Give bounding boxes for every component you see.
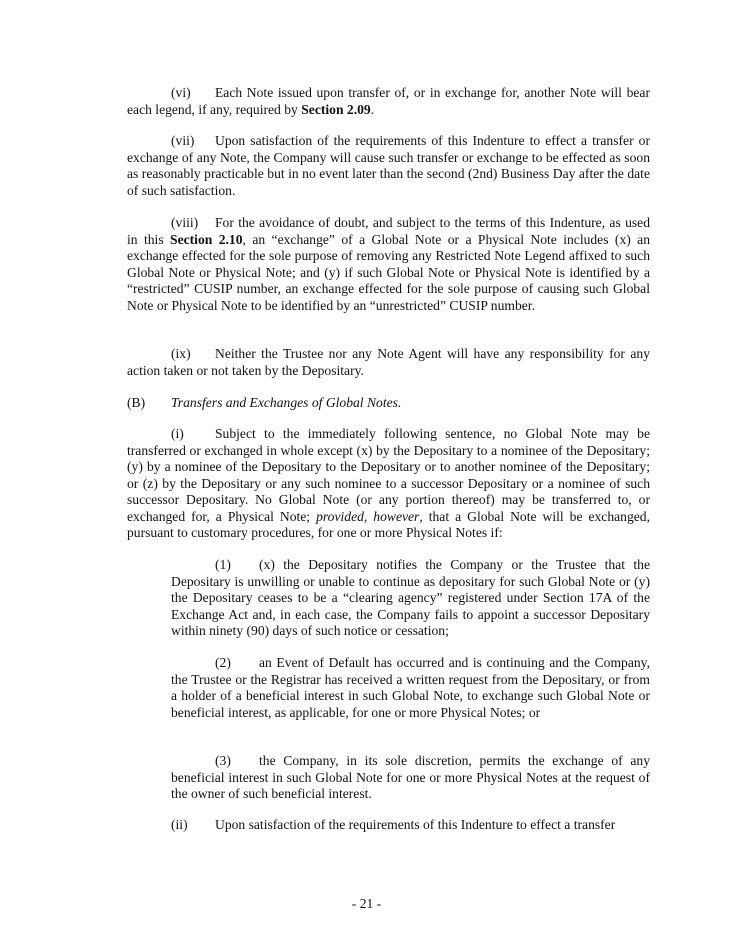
list-marker: (i): [171, 426, 184, 441]
paragraph-text: , an “exchange” of a Global Note or a Physical Note includes (x) an exchange effected for the sole purpose of removing any Restricted Note Legend affixed to such Global Note or Physical Note; and (y) if such Global Note or Physical Note is identified by a “restricted” CUSIP number, an exchange effected for the sole purpose of causing such Global Note or Physical Note to be identified by an “unrestricted” CUSIP number.: [127, 231, 650, 313]
paragraph-ix: [127, 346, 650, 379]
list-marker: (vi): [171, 85, 191, 100]
list-marker: (B): [127, 395, 146, 410]
list-marker: (ii): [171, 817, 188, 832]
list-marker: (2): [215, 655, 231, 670]
paragraph-text: Upon satisfaction of the requirements of this Indenture to effect a transfer or exchange of any Note, the Company will cause such transfer or exchange to be effected as soon as reasonably practicable but in no event later than the second (2nd) Business Day after the date of such satisfaction.: [127, 133, 650, 198]
page-number: - 21 -: [351, 896, 382, 911]
paragraph-text: For the avoidance of doubt, and subject to the terms of this Indenture, as used in this: [127, 215, 650, 247]
list-marker: (viii): [171, 215, 199, 230]
paragraph-text: Each Note issued upon transfer of, or in exchange for, another Note will bear each legend, if any, required by: [127, 85, 650, 117]
paragraph-i: [127, 426, 650, 542]
paragraph-text: the Company, in its sole discretion, permits the exchange of any beneficial interest in such Global Note for one or more Physical Notes at the request of the owner of such beneficial interest.: [171, 753, 650, 801]
paragraph-text: (x) the Depositary notifies the Company or the Trustee that the Depositary is unwilling or unable to continue as depositary for such Global Note or (y) the Depositary ceases to be a “clearing agency” registered under Section 17A of the Exchange Act and, in each case, the Company fails to appoint a successor Depositary within ninety (90) days of such notice or cessation;: [171, 557, 650, 638]
paragraph-2: [171, 655, 650, 721]
paragraph-vii: [127, 133, 650, 199]
paragraph-text: Upon satisfaction of the requirements of this Indenture to effect a transfer: [215, 817, 616, 832]
paragraph-viii: [127, 215, 650, 314]
paragraph-text: .: [370, 101, 375, 117]
proviso-text: provided, however: [316, 508, 420, 524]
heading-title: Transfers and Exchanges of Global Notes.: [171, 395, 402, 410]
list-marker: (ix): [171, 346, 191, 361]
subsection-heading: [127, 395, 401, 412]
paragraph-3: [171, 753, 650, 803]
paragraph-text: an Event of Default has occurred and is continuing and the Company, the Trustee or the Registrar has received a written request from the Depositary, or from a holder of a beneficial interest in such Global Note, to exchange such Global Note or beneficial interest, as applicable, for one or more Physical Notes; or: [171, 655, 650, 720]
list-marker: (1): [215, 557, 231, 572]
list-marker: (vii): [171, 133, 195, 148]
paragraph-text: Neither the Trustee nor any Note Agent will have any responsibility for any action taken or not taken by the Depositary.: [127, 346, 650, 378]
paragraph-vi: [127, 85, 650, 118]
paragraph-text: Subject to the immediately following sentence, no Global Note may be transferred or exchanged in whole except (x) by the Depositary to a nominee of the Depositary; (y) by a nominee of the Depositary to the Depositary or to another nominee of the Depositary; or (z) by the Depositary or any such nominee to a successor Depositary or a nominee of such successor Depositary. No Global Note (or any portion thereof) may be transferred to, or exchanged for, a Physical Note;: [127, 426, 650, 524]
section-reference: Section 2.09: [301, 101, 371, 117]
section-reference: Section 2.10: [170, 231, 243, 247]
list-marker: (3): [215, 753, 231, 768]
paragraph-ii: [171, 817, 650, 834]
paragraph-text: , that a Global Note will be exchanged, pursuant to customary procedures, for one or more Physical Notes if:: [127, 508, 650, 540]
paragraph-1: [171, 557, 650, 640]
